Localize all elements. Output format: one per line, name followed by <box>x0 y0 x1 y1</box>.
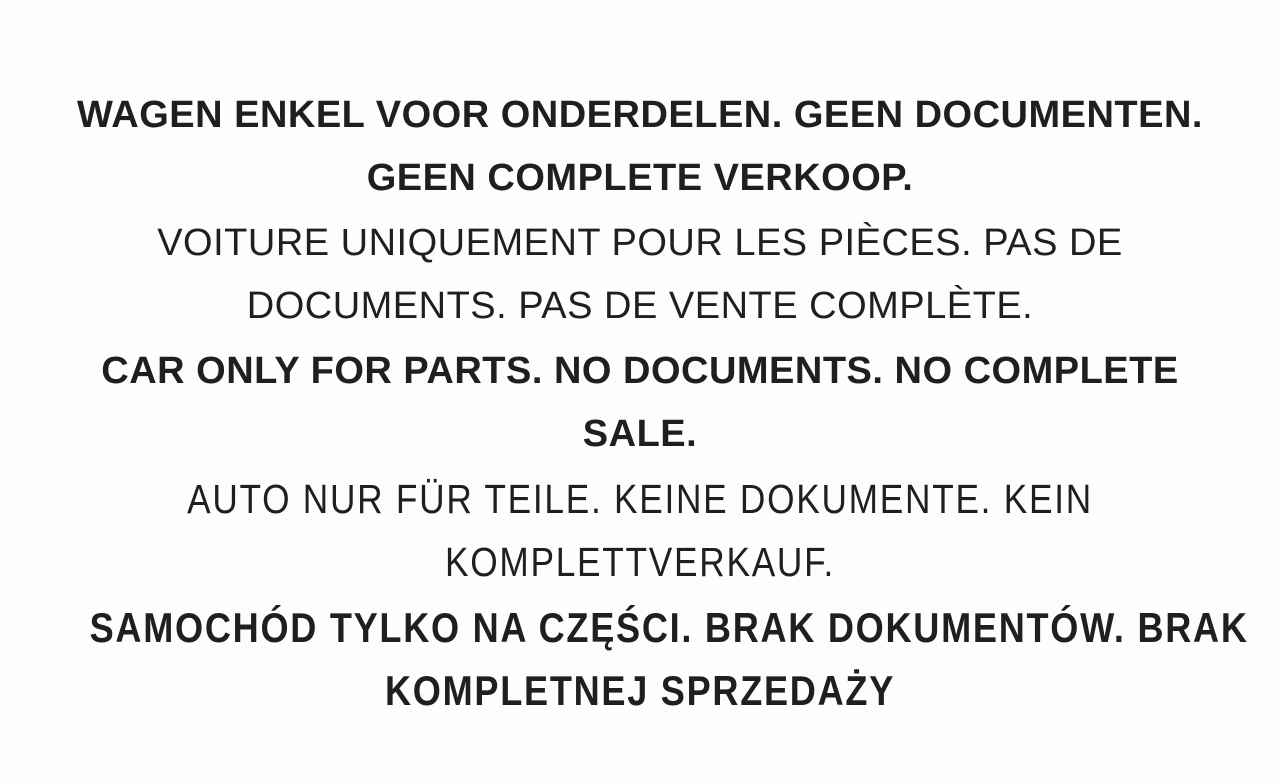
notice-line: KOMPLETTVERKAUF. <box>444 539 835 585</box>
notice-block-english <box>0 340 1280 466</box>
notice-block-german <box>0 468 1280 594</box>
notice-line: GEEN COMPLETE VERKOOP. <box>366 157 914 199</box>
notice-line: CAR ONLY FOR PARTS. NO DOCUMENTS. NO COMPLETE <box>101 350 1179 392</box>
notice-block-polish <box>0 596 1280 722</box>
notice-line: KOMPLETNEJ SPRZEDAŻY <box>384 667 896 714</box>
notice-block-french <box>0 212 1280 338</box>
notice-line: AUTO NUR FÜR TEILE. KEINE DOKUMENTE. KEIN <box>187 476 1093 522</box>
notice-line: VOITURE UNIQUEMENT POUR LES PIÈCES. PAS DE <box>157 222 1123 264</box>
notice-block-dutch <box>0 84 1280 210</box>
notice-line: WAGEN ENKEL VOOR ONDERDELEN. GEEN DOCUMENTEN. <box>76 94 1203 136</box>
notice-line: SALE. <box>582 413 698 455</box>
notice-line: DOCUMENTS. PAS DE VENTE COMPLÈTE. <box>246 285 1034 327</box>
notice-line: SAMOCHÓD TYLKO NA CZĘŚCI. BRAK DOKUMENTÓW. BRAK <box>89 604 1249 651</box>
